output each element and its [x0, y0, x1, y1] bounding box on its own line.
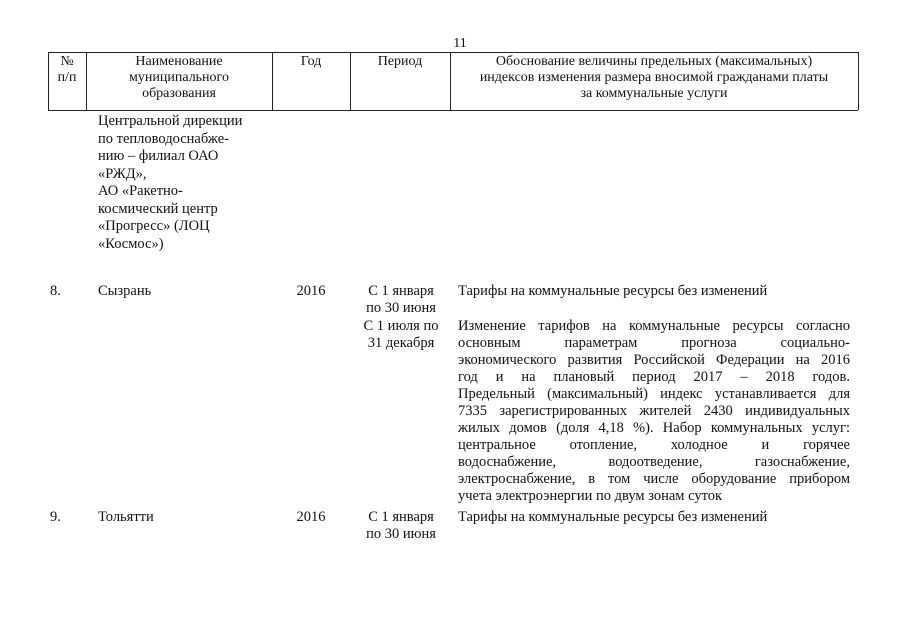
row-number: 8. — [50, 283, 61, 299]
row-period: С 1 января по 30 июня — [366, 283, 436, 316]
header-basis: Обоснование величины предельных (максимальных) индексов изменения размера вносимой гражданами платы за коммунальные услуги — [479, 54, 829, 101]
header-num: № п/п — [57, 54, 77, 85]
row-number: 9. — [50, 509, 61, 525]
row-period: С 1 июля по 31 декабря — [363, 318, 439, 351]
row-basis: Тарифы на коммунальные ресурсы без изменений — [458, 509, 768, 525]
table-top-border — [48, 52, 858, 53]
header-name: Наименование муниципального образования — [129, 54, 229, 101]
header-year: Год — [300, 54, 322, 69]
header-period: Период — [377, 54, 423, 69]
header-bottom-border — [48, 110, 858, 111]
row-year: 2016 — [296, 509, 326, 525]
row-period: С 1 января по 30 июня — [366, 509, 436, 542]
continuation-text: Центральной дирекции по тепловодоснабже- нию – филиал ОАО «РЖД», АО «Ракетно- космический центр «Прогресс» (ЛОЦ «Космос») — [98, 113, 243, 252]
row-basis-detailed: Изменение тарифов на коммунальные ресурсы согласно основным параметрам прогноза социально- экономического развития Российской Федерации на 2016 год и на плановый период 2017 – 2018 годов. Предельный (максимальный) индекс устанавливается для 7335 зарегистрированных жителей 2430 индивидуальных жилых домов (доля 4,18 %). Набор коммунальных услуг: центральное отопление, холодное и горячее водоснабжение, водоотведение, газоснабжение, электроснабжение, в том числе оборудование прибором учета электроэнергии по двум зонам суток — [458, 318, 850, 504]
table-right-border — [858, 52, 859, 110]
municipality-name: Сызрань — [98, 283, 152, 299]
page-number: 11 — [453, 36, 467, 51]
row-basis: Тарифы на коммунальные ресурсы без изменений — [458, 283, 768, 299]
municipality-name: Тольятти — [98, 509, 154, 525]
row-year: 2016 — [296, 283, 326, 299]
